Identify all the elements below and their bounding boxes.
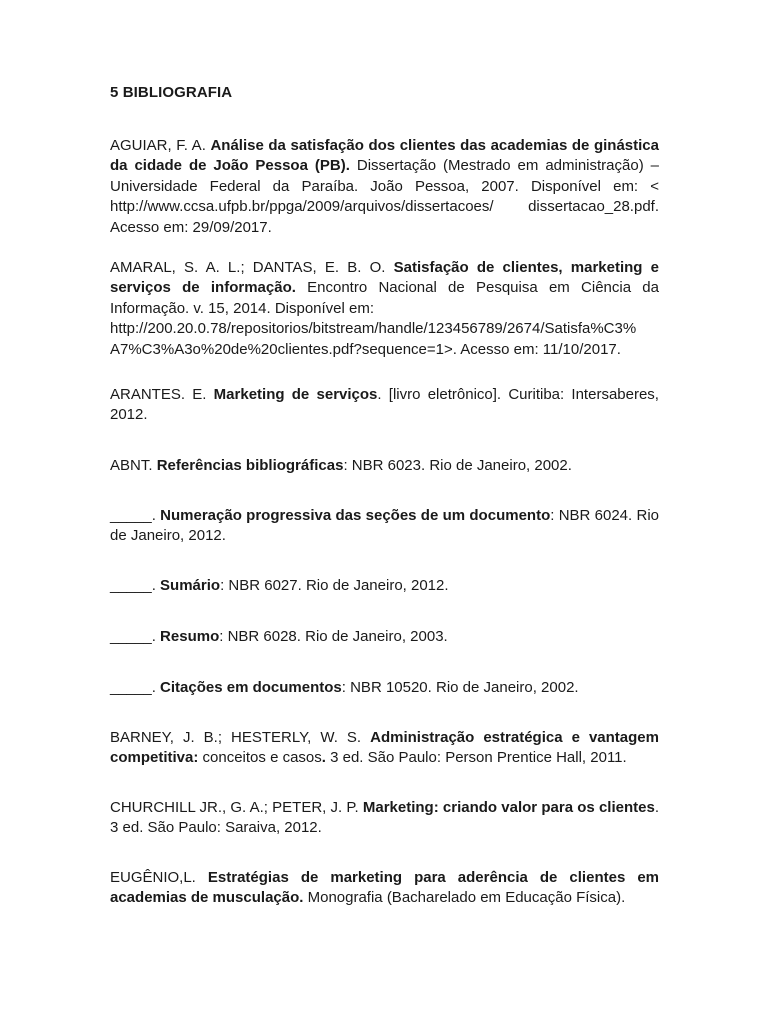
reference-title: Resumo xyxy=(160,628,220,645)
reference-details: conceitos e casos xyxy=(198,749,322,767)
reference-authors: _____. xyxy=(110,679,161,696)
reference-title: Referências bibliográficas xyxy=(156,457,344,474)
reference-url-line: http://200.20.0.78/repositorios/bitstream/handle/123456789/2674/Satisfa%C3% xyxy=(110,320,637,338)
reference-abnt-10520 xyxy=(110,678,659,698)
reference-title: Citações em documentos xyxy=(160,679,342,696)
reference-authors: _____. xyxy=(110,628,161,645)
reference-authors: AMARAL, S. A. L.; DANTAS, E. B. O. xyxy=(110,259,394,276)
reference-abnt-6027 xyxy=(110,576,659,596)
reference-abnt-6028 xyxy=(110,627,659,647)
reference-title: Satisfação de clientes, marketing e serviços de informação. xyxy=(110,259,659,297)
reference-punctuation: . xyxy=(321,749,326,767)
reference-details: Monografia (Bacharelado em Educação Física). xyxy=(303,889,626,907)
reference-eugenio xyxy=(110,868,659,909)
reference-authors: _____. xyxy=(110,507,161,524)
reference-authors: BARNEY, J. B.; HESTERLY, W. S. xyxy=(110,729,371,746)
reference-amaral xyxy=(110,258,659,360)
reference-churchill xyxy=(110,798,659,839)
reference-title: Numeração progressiva das seções de um documento xyxy=(160,507,551,524)
reference-title: Marketing: criando valor para os clientes xyxy=(362,799,655,816)
reference-authors: AGUIAR, F. A. xyxy=(110,137,211,154)
section-title: 5 BIBLIOGRAFIA xyxy=(110,84,233,101)
reference-authors: _____. xyxy=(110,577,161,594)
reference-details: : NBR 6024. Rio de Janeiro, 2012. xyxy=(110,507,659,545)
reference-title: Análise da satisfação dos clientes das academias de ginástica da cidade de João Pessoa (PB). xyxy=(110,137,659,175)
reference-details: : NBR 6028. Rio de Janeiro, 2003. xyxy=(219,628,448,645)
reference-details: Encontro Nacional de Pesquisa em Ciência da Informação. v. 15, 2014. Disponível em: xyxy=(110,279,659,317)
reference-abnt-6024 xyxy=(110,506,659,547)
reference-title: Sumário xyxy=(160,577,221,594)
reference-details: . [livro eletrônico]. Curitiba: Intersaberes, 2012. xyxy=(110,386,659,424)
reference-details: Dissertação (Mestrado em administração) – Universidade Federal da Paraíba. João Pessoa, 2007. Disponível em: < http://www.ccsa.ufpb.br/ppga/2009/arquivos/dissertacoes/ dissertacao_28.pdf. Acesso em: 29/09/2017. xyxy=(110,157,659,236)
reference-details: : NBR 6023. Rio de Janeiro, 2002. xyxy=(343,457,572,474)
reference-details: . 3 ed. São Paulo: Saraiva, 2012. xyxy=(110,799,659,837)
reference-aguiar xyxy=(110,136,659,238)
reference-title: Marketing de serviços xyxy=(213,386,378,403)
reference-details: : NBR 6027. Rio de Janeiro, 2012. xyxy=(220,577,449,594)
reference-details: : NBR 10520. Rio de Janeiro, 2002. xyxy=(341,679,579,696)
reference-barney xyxy=(110,728,659,769)
reference-authors: EUGÊNIO,L. xyxy=(110,869,208,886)
reference-arantes xyxy=(110,385,659,426)
reference-title: Administração estratégica e vantagem competitiva: xyxy=(110,729,659,767)
reference-authors: ABNT. xyxy=(110,457,157,474)
reference-authors: CHURCHILL JR., G. A.; PETER, J. P. xyxy=(110,799,363,816)
reference-authors: ARANTES. E. xyxy=(110,386,214,403)
reference-url-line: A7%C3%A3o%20de%20clientes.pdf?sequence=1>. Acesso em: 11/10/2017. xyxy=(110,340,621,358)
reference-edition: 3 ed. São Paulo: Person Prentice Hall, 2011. xyxy=(325,749,627,767)
reference-abnt-6023 xyxy=(110,456,659,476)
reference-title: Estratégias de marketing para aderência de clientes em academias de musculação. xyxy=(110,869,660,907)
